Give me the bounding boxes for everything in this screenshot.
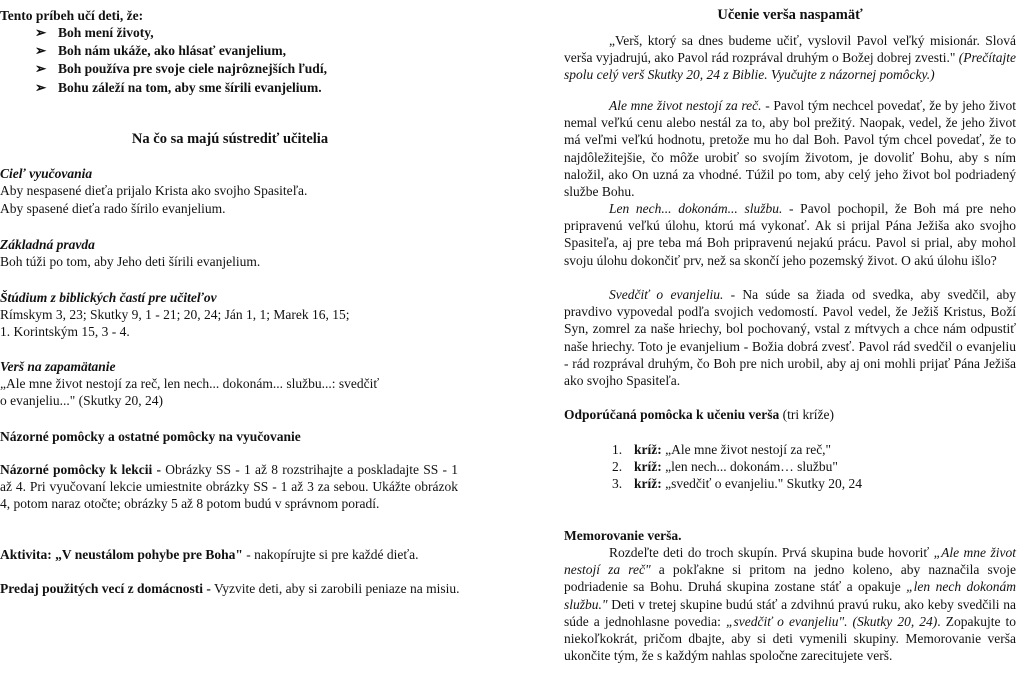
bullet-item: ➢ Bohu záleží na tom, aby sme šírili evanjelium. [35, 80, 322, 95]
goal-line: Aby spasené dieťa rado šírilo evanjelium. [0, 201, 226, 216]
verse-paragraph: Ale mne život nestojí za reč. - Pavol tým nechcel povedať, že by jeho život nemal veľkú cenu alebo nestál za to, aby bol prežitý. Naopak, vedel, že jeho život má veľmi veľkú hodnotu, pretože mu ho dal Boh. Pavol tým chcel povedať, že to najdôležitejšie, čo môže urobiť so svojím životom, je dovoliť Bohu, aby s ním naložil, ako On uzná za vhodné. Túžil po tom, aby celý jeho život bol podriadený službe Bohu. [564, 98, 1016, 200]
aid-heading: Odporúčaná pomôcka k učeniu verša (tri kríže) [564, 407, 834, 422]
arrow-bullet-icon: ➢ [35, 61, 47, 76]
goal-heading: Cieľ vyučovania [0, 166, 93, 181]
memory-heading: Verš na zapamätanie [0, 359, 116, 374]
verse-paragraph: „Verš, ktorý sa dnes budeme učiť, vyslovil Pavol veľký misionár. Slová verša vyjadrujú, ako Pavol rád rozprával druhým o Božej dobrej zvesti." (Prečítajte spolu celý verš Skutky 20, 24 z Biblie. Vyučujte z názornej pomôcky.) [564, 33, 1016, 83]
arrow-bullet-icon: ➢ [35, 25, 47, 40]
list-item: 2. kríž: „len nech... dokonám… službu" [612, 459, 838, 474]
sale-paragraph: Predaj použitých vecí z domácnosti - Vyzvite deti, aby si zarobili peniaze na misiu. [0, 581, 460, 596]
aids-heading: Názorné pomôcky a ostatné pomôcky na vyučovanie [0, 429, 301, 444]
goal-line: Aby nespasené dieťa prijalo Krista ako svojho Spasiteľa. [0, 183, 308, 198]
truth-text: Boh túži po tom, aby Jeho deti šírili evanjelium. [0, 254, 261, 269]
activity-paragraph: Aktivita: „V neustálom pohybe pre Boha" - nakopírujte si pre každé dieťa. [0, 547, 419, 562]
memory-line: o evanjeliu..." (Skutky 20, 24) [0, 393, 163, 408]
intro-text: Tento príbeh učí deti, že: [0, 8, 144, 23]
verse-paragraph: Svedčiť o evanjeliu. - Na súde sa žiada od svedka, aby svedčil, aby pravdivo vypovedal podľa svojich vedomostí. Pavol vedel, že Ježiš Kristus, Boží Syn, zomrel za naše hriechy, bol pochovaný, vstal z mŕtvych a chce nám odpustiť naše hriechy. Toto je evanjelium - Božia dobrá zvesť. Pavol rád svedčil o evanjeliu - rád rozprával druhým, čo Boh pre nich urobil, aby aj oni mohli prijať Pána Ježiša ako svojho Spasiteľa. [564, 287, 1016, 389]
list-item: 3. kríž: „svedčiť o evanjeliu." Skutky 20, 24 [612, 476, 862, 491]
truth-heading: Základná pravda [0, 237, 95, 252]
bullet-item: ➢ Boh nám ukáže, ako hlásať evanjelium, [35, 43, 286, 58]
arrow-bullet-icon: ➢ [35, 43, 47, 58]
memory-line: „Ale mne život nestojí za reč, len nech... dokonám... službu...: svedčiť [0, 376, 380, 391]
arrow-bullet-icon: ➢ [35, 80, 47, 95]
focus-heading: Na čo sa majú sústrediť učitelia [131, 131, 329, 147]
list-item: 1. kríž: „Ale mne život nestojí za reč," [612, 442, 832, 457]
memo-paragraph: Rozdeľte deti do troch skupín. Prvá skupina bude hovoriť „Ale mne život nestojí za reč" a pokľakne si pritom na jedno koleno, aby naznačila svoje podriadenie sa Bohu. Druhá skupina zostane stáť a opakuje „len nech dokonám službu." Deti v tretej skupine budú stáť a zdvihnú pravú ruku, ako keby svedčili na súde a jednohlasne povedia: „svedčiť o evanjeliu". (Skutky 20, 24). Zopakujte to niekoľkokrát, pričom dbajte, aby si deti vymenili skupiny. Memorovanie verša ukončite tým, že s každým nahlas spoločne zarecitujete verš. [564, 545, 1016, 664]
bullet-item: ➢ Boh mení životy, [35, 25, 154, 40]
study-line: 1. Korintským 15, 3 - 4. [0, 324, 130, 339]
aids-paragraph: Názorné pomôcky k lekcii - Obrázky SS - 1 až 8 rozstrihajte a poskladajte SS - 1 až 4. Pri vyučovaní lekcie umiestnite obrázky SS - 1 až 3 za sebou. Ukážte obrázok 4, potom naraz otočte; obrázky 5 až 8 potom budú v správnom poradí. [0, 462, 459, 512]
bullet-item: ➢ Boh používa pre svoje ciele najrôznejších ľudí, [35, 61, 327, 76]
study-line: Rímskym 3, 23; Skutky 9, 1 - 21; 20, 24; Ján 1, 1; Marek 16, 15; [0, 307, 350, 322]
verse-paragraph: Len nech... dokonám... službu. - Pavol pochopil, že Boh má pre neho pripravenú veľkú úlohu, ktorú má vykonať. Ak si prijal Pána Ježiša ako svojho Spasiteľa, aj pre teba má Boh pripravenú nejakú prácu. Pavol si prial, aby mohol svoju úlohu dokončiť prv, než sa skončí jeho pozemský život. O akú úlohu išlo? [564, 201, 1017, 268]
study-heading: Štúdium z biblických častí pre učiteľov [0, 290, 217, 305]
memo-heading: Memorovanie verša. [564, 528, 682, 543]
verse-title: Učenie verša naspamäť [717, 7, 863, 23]
